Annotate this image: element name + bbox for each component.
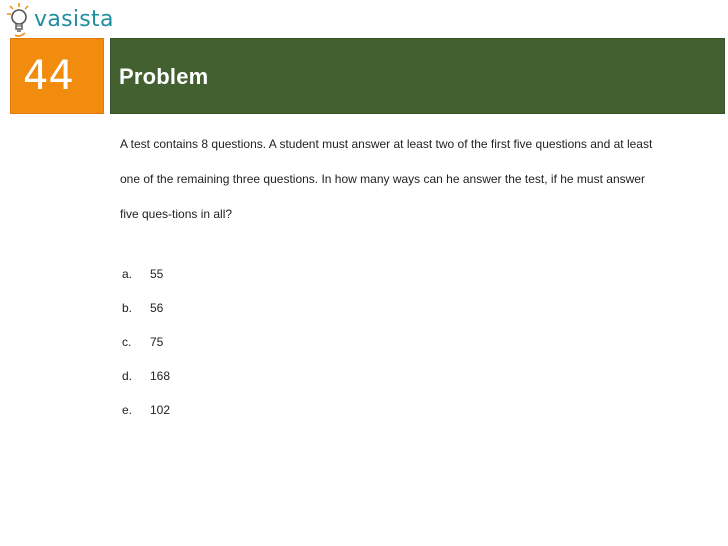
option-e <box>122 400 422 434</box>
option-value: 102 <box>150 403 171 417</box>
option-letter: c. <box>122 335 132 349</box>
option-letter: e. <box>122 403 133 417</box>
option-letter: d. <box>122 369 133 383</box>
slide-title: Problem <box>119 64 209 89</box>
question-line-1: A test contains 8 questions. A student must answer at least two of the first five questions and at least <box>120 137 653 151</box>
option-d <box>122 366 422 400</box>
slide-number-badge: 44 <box>10 38 104 114</box>
option-letter: a. <box>122 267 133 281</box>
question-line-2: one of the remaining three questions. In how many ways can he answer the test, if he must answer <box>120 172 645 186</box>
option-value: 168 <box>150 369 171 383</box>
logo-text: vasista <box>34 7 114 32</box>
option-value: 75 <box>150 335 164 349</box>
question-line-3: five ques-tions in all? <box>120 207 233 221</box>
lightbulb-icon <box>6 2 34 38</box>
option-letter: b. <box>122 301 133 315</box>
option-c <box>122 332 422 366</box>
question-text <box>120 127 720 232</box>
vasista-logo <box>6 2 116 38</box>
title-bar <box>110 38 725 114</box>
answer-options <box>122 264 422 434</box>
option-a <box>122 264 422 298</box>
option-b <box>122 298 422 332</box>
option-value: 55 <box>150 267 164 281</box>
option-value: 56 <box>150 301 164 315</box>
